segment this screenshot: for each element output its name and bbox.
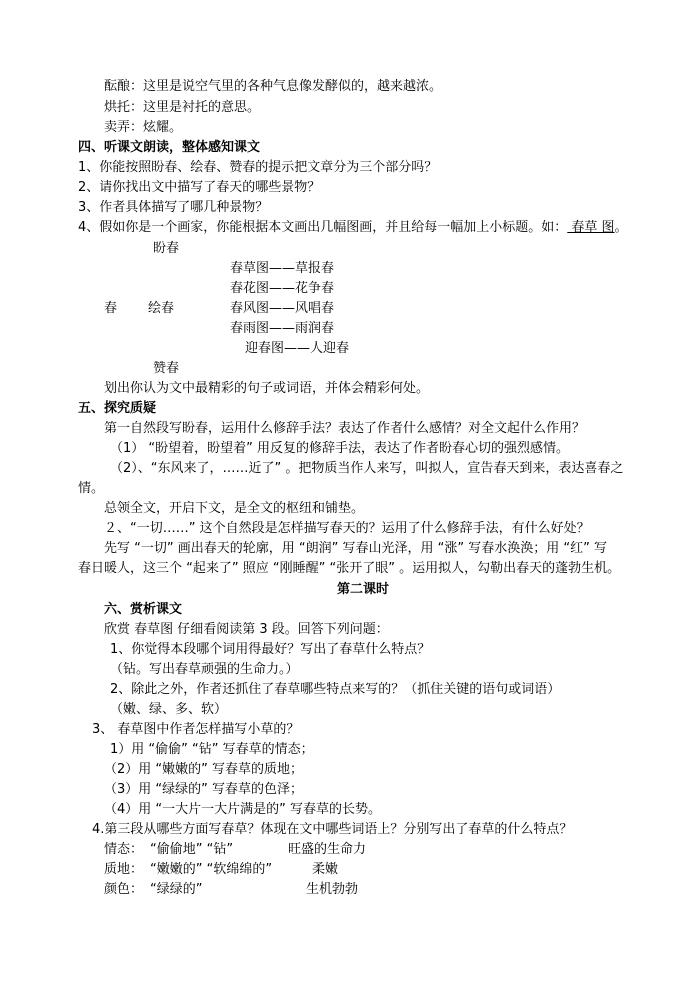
- task-line: 划出你认为文中最精彩的句子或词语，并体会精彩何处。: [104, 381, 430, 396]
- question-line: 2、除此之外，作者还抓住了春草哪些特点来写的？（抓住关键的语句或词语）: [110, 682, 561, 697]
- question-line: 2、请你找出文中描写了春天的哪些景物？: [78, 180, 321, 195]
- vocab-line: 卖弄：炫耀。: [104, 120, 183, 135]
- answer-line: （2）用 “嫩嫩的” 写春草的质地；: [104, 762, 304, 777]
- aspect-feature: 生机勃勃: [306, 882, 359, 897]
- outline-part: 盼春: [153, 241, 180, 256]
- answer-line: （4）用 “一大片一大片满是的” 写春草的长势。: [104, 802, 382, 817]
- answer-line: （嫩、绿、多、软）: [110, 702, 228, 717]
- aspect-label: 情态：: [104, 842, 144, 857]
- outline-item: 春雨图——雨润春: [230, 321, 335, 336]
- answer-line: 春日暖人，这三个 “起来了” 照应 “刚睡醒” “张开了眼” 。运用拟人，勾勒出春天的蓬勃生机。: [78, 561, 621, 576]
- aspect-label: 颜色：: [104, 882, 144, 897]
- answer-line: 先写 “一切” 画出春天的轮廓，用 “朗润” 写春山光泽，用 “涨” 写春水涣涣；用 “红” 写: [104, 541, 607, 556]
- answer-line: （1） “盼望着，盼望着” 用反复的修辞手法，表达了作者盼春心切的强烈感情。: [110, 441, 570, 456]
- answer-line: （2）、“东风来了，……近了” 。把物质当作人来写，叫拟人，宣告春天到来，表达喜春之: [110, 461, 624, 476]
- question-line: 1、你觉得本段哪个词用得最好？写出了春草什么特点？: [110, 642, 431, 657]
- aspect-feature: 柔嫩: [312, 862, 339, 877]
- question-text: 4、假如你是一个画家，你能根据本文画出几幅图画，并且给每一幅加上小标题。如：: [78, 220, 568, 235]
- answer-line: 总领全文，开启下文，是全文的枢纽和铺垫。: [104, 501, 365, 516]
- vocab-line: 酝酿：这里是说空气里的各种气息像发酵似的，越来越浓。: [104, 79, 443, 94]
- intro-line: 欣赏 春草图 仔细看阅读第 3 段。回答下列问题：: [104, 622, 389, 637]
- question-line: 3、 春草图中作者怎样描写小草的？: [92, 722, 300, 737]
- question-line: ２、“一切……” 这个自然段是怎样描写春天的？运用了什么修辞手法，有什么好处？: [104, 521, 590, 536]
- vocab-line: 烘托：这里是衬托的意思。: [104, 100, 261, 115]
- aspect-words: “绿绿的”: [150, 882, 203, 897]
- section-heading: 六、赏析课文: [104, 602, 183, 617]
- answer-line: （钻。写出春草顽强的生命力。）: [110, 662, 299, 677]
- answer-line: 1）用 “偷偷” “钻” 写春草的情态；: [110, 742, 314, 757]
- outline-item: 春草图——草报春: [230, 261, 335, 276]
- aspect-words: “嫩嫩的” “软绵绵的”: [150, 862, 273, 877]
- aspect-feature: 旺盛的生命力: [288, 842, 367, 857]
- aspect-words: “偷偷地” “钻”: [150, 842, 234, 857]
- answer-line: （3）用 “绿绿的” 写春草的色泽；: [104, 782, 304, 797]
- lesson-title: 第二课时: [337, 582, 390, 597]
- question-line: 3、作者具体描写了哪几种景物？: [78, 200, 269, 215]
- question-line: 第一自然段写盼春，运用什么修辞手法？表达了作者什么感情？对全文起什么作用？: [104, 421, 586, 436]
- section-heading: 四、听课文朗读，整体感知课文: [78, 140, 261, 155]
- example-title: 春草 图: [567, 220, 615, 235]
- outline-item: 迎春图——人迎春: [245, 341, 350, 356]
- aspect-label: 质地：: [104, 862, 144, 877]
- outline-part: 赞春: [153, 361, 180, 376]
- outline-part: 绘春: [148, 301, 175, 316]
- answer-line: 情。: [78, 481, 105, 496]
- question-line: [78, 219, 628, 237]
- outline-root: 春: [104, 301, 118, 316]
- question-line: 1、你能按照盼春、绘春、赞春的提示把文章分为三个部分吗？: [78, 160, 438, 175]
- question-line: 4.第三段从哪些方面写春草？体现在文中哪些词语上？分别写出了春草的什么特点？: [92, 822, 573, 837]
- outline-item: 春花图——花争春: [230, 281, 335, 296]
- outline-item: 春风图——风唱春: [230, 301, 335, 316]
- section-heading: 五、探究质疑: [78, 401, 157, 416]
- question-end: 。: [614, 220, 628, 235]
